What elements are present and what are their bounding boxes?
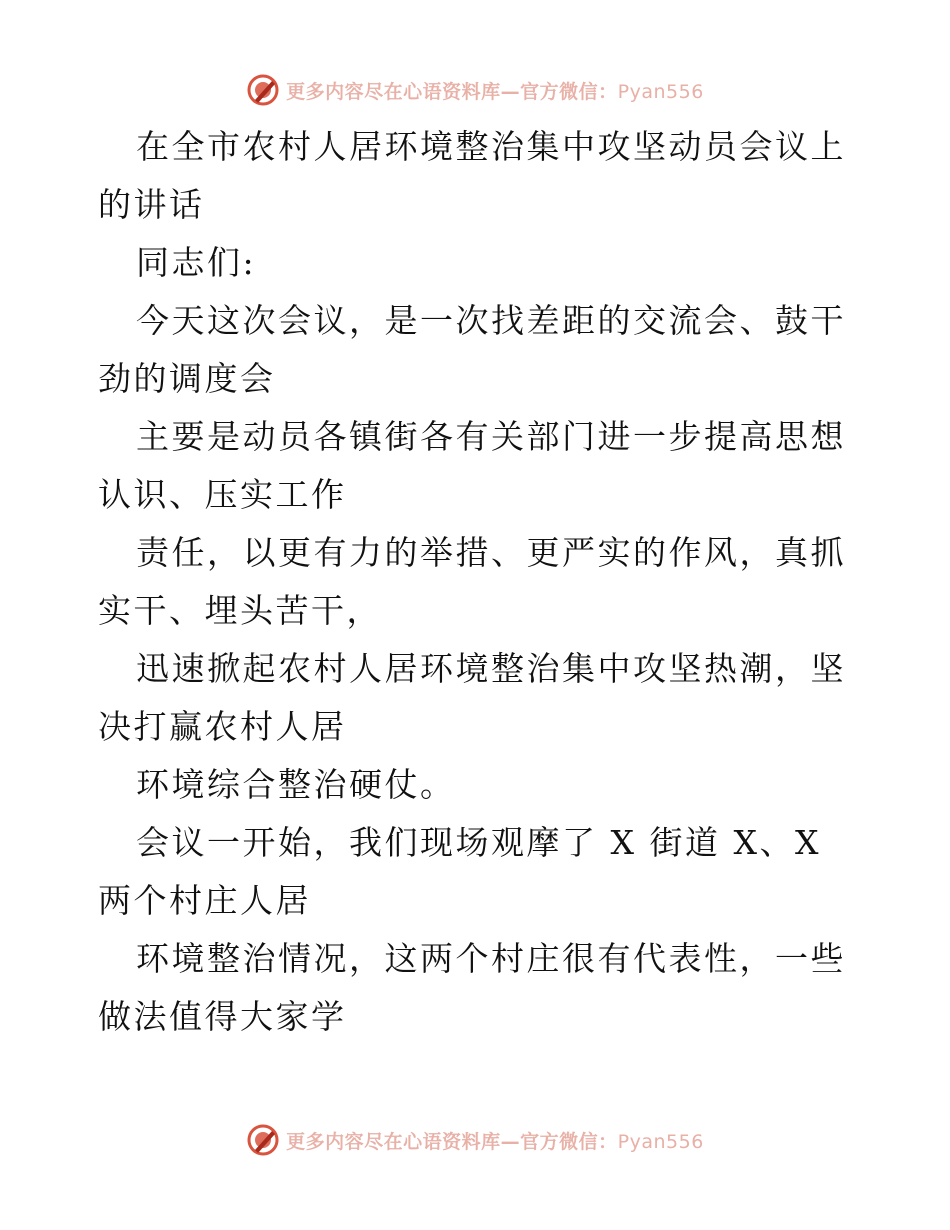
paragraph: 环境综合整治硬仗。 bbox=[136, 765, 456, 804]
document-title: 在全市农村人居环境整治集中攻坚动员会议上的讲话 bbox=[98, 127, 846, 224]
paragraph: 今天这次会议，是一次找差距的交流会、鼓干劲的调度会 bbox=[98, 301, 846, 398]
pen-seal-logo-icon bbox=[246, 1123, 280, 1157]
paragraph: 迅速掀起农村人居环境整治集中攻坚热潮，坚决打赢农村人居 bbox=[98, 649, 846, 746]
wechat-id: Pyan556 bbox=[617, 80, 704, 103]
paragraph: 会议一开始，我们现场观摩了 X 街道 X、X 两个村庄人居 bbox=[98, 823, 821, 920]
paragraph: 责任，以更有力的举措、更严实的作风，真抓实干、埋头苦干， bbox=[98, 533, 846, 630]
header-watermark-banner bbox=[0, 70, 950, 110]
document-body bbox=[98, 118, 858, 1046]
wechat-id: Pyan556 bbox=[617, 1130, 704, 1153]
pen-seal-logo-icon bbox=[246, 73, 280, 107]
banner-text: 更多内容尽在心语资料库—官方微信：Pyan556 bbox=[286, 1130, 704, 1153]
paragraph: 主要是动员各镇街各有关部门进一步提高思想认识、压实工作 bbox=[98, 417, 846, 514]
footer-watermark-banner bbox=[0, 1120, 950, 1160]
paragraph: 环境整治情况，这两个村庄很有代表性，一些做法值得大家学 bbox=[98, 939, 846, 1036]
banner-text: 更多内容尽在心语资料库—官方微信：Pyan556 bbox=[286, 80, 704, 103]
salutation: 同志们: bbox=[136, 243, 257, 282]
